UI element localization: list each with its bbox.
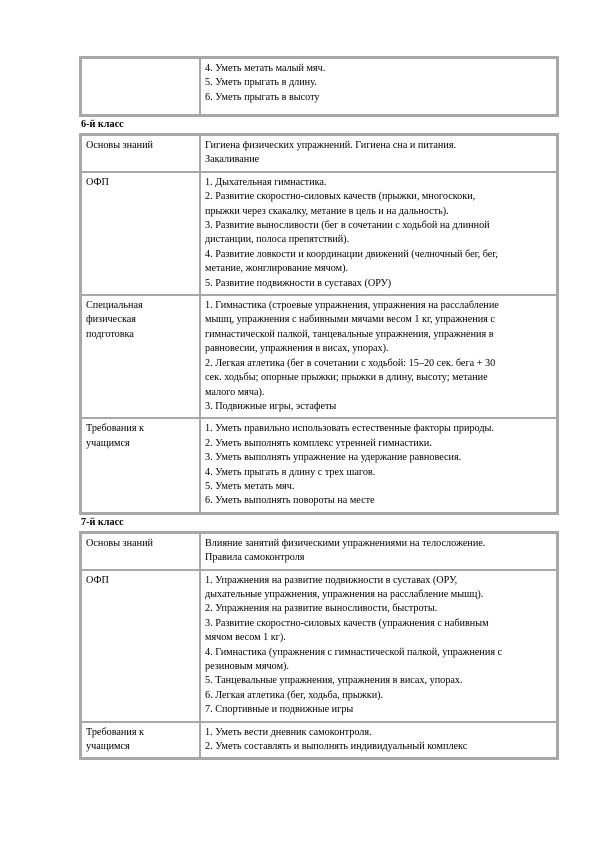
content-line: 1. Упражнения на развитие подвижности в суставах (ОРУ, <box>205 574 458 586</box>
content-line: 2. Легкая атлетика (бег в сочетании с ходьбой: 15–20 сек. бега + 30 <box>205 357 496 369</box>
content-line: 6. Уметь прыгать в высоту <box>205 91 320 103</box>
table-grade-7 <box>79 531 559 761</box>
content-line: 6. Легкая атлетика (бег, ходьба, прыжки). <box>205 689 384 701</box>
content-line: 2. Уметь составлять и выполнять индивидуальный комплекс <box>205 741 468 753</box>
row-label: ОФП <box>86 176 109 188</box>
section-title-grade-6: 6-й класс <box>81 119 124 130</box>
row-label-cell <box>81 58 200 115</box>
row-content-cell <box>200 172 557 295</box>
content-line: Закаливание <box>205 154 260 166</box>
content-line: Гигиена физических упражнений. Гигиена сна и питания. <box>205 140 457 151</box>
content-line: 2. Уметь выполнять комплекс утренней гимнастики. <box>205 437 432 449</box>
row-content-cell <box>200 135 557 172</box>
content-line: Правила самоконтроля <box>205 552 305 564</box>
table-row <box>81 722 557 759</box>
table-row <box>81 58 557 115</box>
row-label: Требования к <box>86 726 145 738</box>
content-line: 7. Спортивные и подвижные игры <box>205 704 354 716</box>
row-label-cell <box>81 722 200 759</box>
row-content-cell <box>200 533 557 570</box>
row-label: учащимся <box>86 437 130 449</box>
content-line: дыхательные упражнения, упражнения на расслабление мышц). <box>205 588 484 600</box>
content-line: 3. Подвижные игры, эстафеты <box>205 400 337 412</box>
content-line: Влияние занятий физическими упражнениями на телосложение. <box>205 537 486 549</box>
row-content-cell <box>200 58 557 115</box>
content-line: гимнастической палкой, танцевальные упражнения, упражнения в <box>205 328 494 340</box>
content-line: 3. Развитие скоростно-силовых качеств (упражнения с набивным <box>205 617 489 629</box>
row-label: Основы знаний <box>86 140 153 151</box>
row-label-cell <box>81 172 200 295</box>
content-line: 1. Гимнастика (строевые упражнения, упражнения на расслабление <box>205 300 499 312</box>
row-label-cell <box>81 418 200 512</box>
row-label: физическая <box>86 314 136 326</box>
content-line: 5. Уметь метать мяч. <box>205 480 295 492</box>
row-content-cell <box>200 418 557 512</box>
content-line: 1. Дыхательная гимнастика. <box>205 176 327 188</box>
content-line: 3. Уметь выполнять упражнение на удержание равновесия. <box>205 452 462 464</box>
content-line: метание, жонглирование мячом). <box>205 263 349 275</box>
content-line: 4. Гимнастика (упражнения с гимнастической палкой, упражнения с <box>205 646 503 658</box>
row-label-cell <box>81 295 200 418</box>
content-line: резиновым мячом). <box>205 661 289 672</box>
content-line: малого мяча). <box>205 386 265 398</box>
content-line: 2. Упражнения на развитие выносливости, быстроты. <box>205 603 438 615</box>
content-line: равновесии, упражнения в висах, упорах). <box>205 343 389 355</box>
row-label-cell <box>81 533 200 570</box>
content-line: 5. Уметь прыгать в длину. <box>205 77 317 89</box>
table-row <box>81 570 557 722</box>
row-content-cell <box>200 570 557 722</box>
content-line: 4. Уметь метать малый мяч. <box>205 63 326 74</box>
document-page <box>79 56 559 760</box>
row-label-cell <box>81 570 200 722</box>
row-label: Основы знаний <box>86 537 153 549</box>
row-label: Специальная <box>86 300 143 312</box>
table-row <box>81 295 557 418</box>
content-line: 5. Танцевальные упражнения, упражнения в висах, упорах. <box>205 675 463 687</box>
content-line: дистанции, полоса препятствий). <box>205 234 350 246</box>
table-row <box>81 533 557 570</box>
content-line: 6. Уметь выполнять повороты на месте <box>205 495 375 507</box>
row-label-cell <box>81 135 200 172</box>
content-line: 3. Развитие выносливости (бег в сочетании с ходьбой на длинной <box>205 220 490 232</box>
content-line: 1. Уметь вести дневник самоконтроля. <box>205 726 372 738</box>
content-line: мячом весом 1 кг). <box>205 632 286 644</box>
content-line: 4. Уметь прыгать в длину с трех шагов. <box>205 466 376 478</box>
table-row <box>81 172 557 295</box>
section-title-grade-7: 7-й класс <box>81 516 124 528</box>
row-content-cell <box>200 295 557 418</box>
table-row <box>81 418 557 512</box>
row-content-cell <box>200 722 557 759</box>
content-line: прыжки через скакалку, метание в цель и на дальность). <box>205 205 449 217</box>
row-label: ОФП <box>86 574 109 586</box>
content-line: сек. ходьбы; опорные прыжки; прыжки в длину, высоту; метание <box>205 372 488 384</box>
content-line: 4. Развитие ловкости и координации движений (челночный бег, бег, <box>205 248 498 260</box>
table-row <box>81 135 557 172</box>
table-grade-6 <box>79 133 559 515</box>
content-line: 1. Уметь правильно использовать естественные факторы природы. <box>205 423 494 435</box>
content-line: 2. Развитие скоростно-силовых качеств (прыжки, многоскоки, <box>205 191 476 203</box>
row-label: Требования к <box>86 423 145 435</box>
table-continuation <box>79 56 559 117</box>
content-line: 5. Развитие подвижности в суставах (ОРУ) <box>205 277 392 289</box>
content-line: мышц, упражнения с набивными мячами весом 1 кг, упражнения с <box>205 314 495 326</box>
row-label: учащимся <box>86 741 130 753</box>
row-label: подготовка <box>86 328 134 340</box>
